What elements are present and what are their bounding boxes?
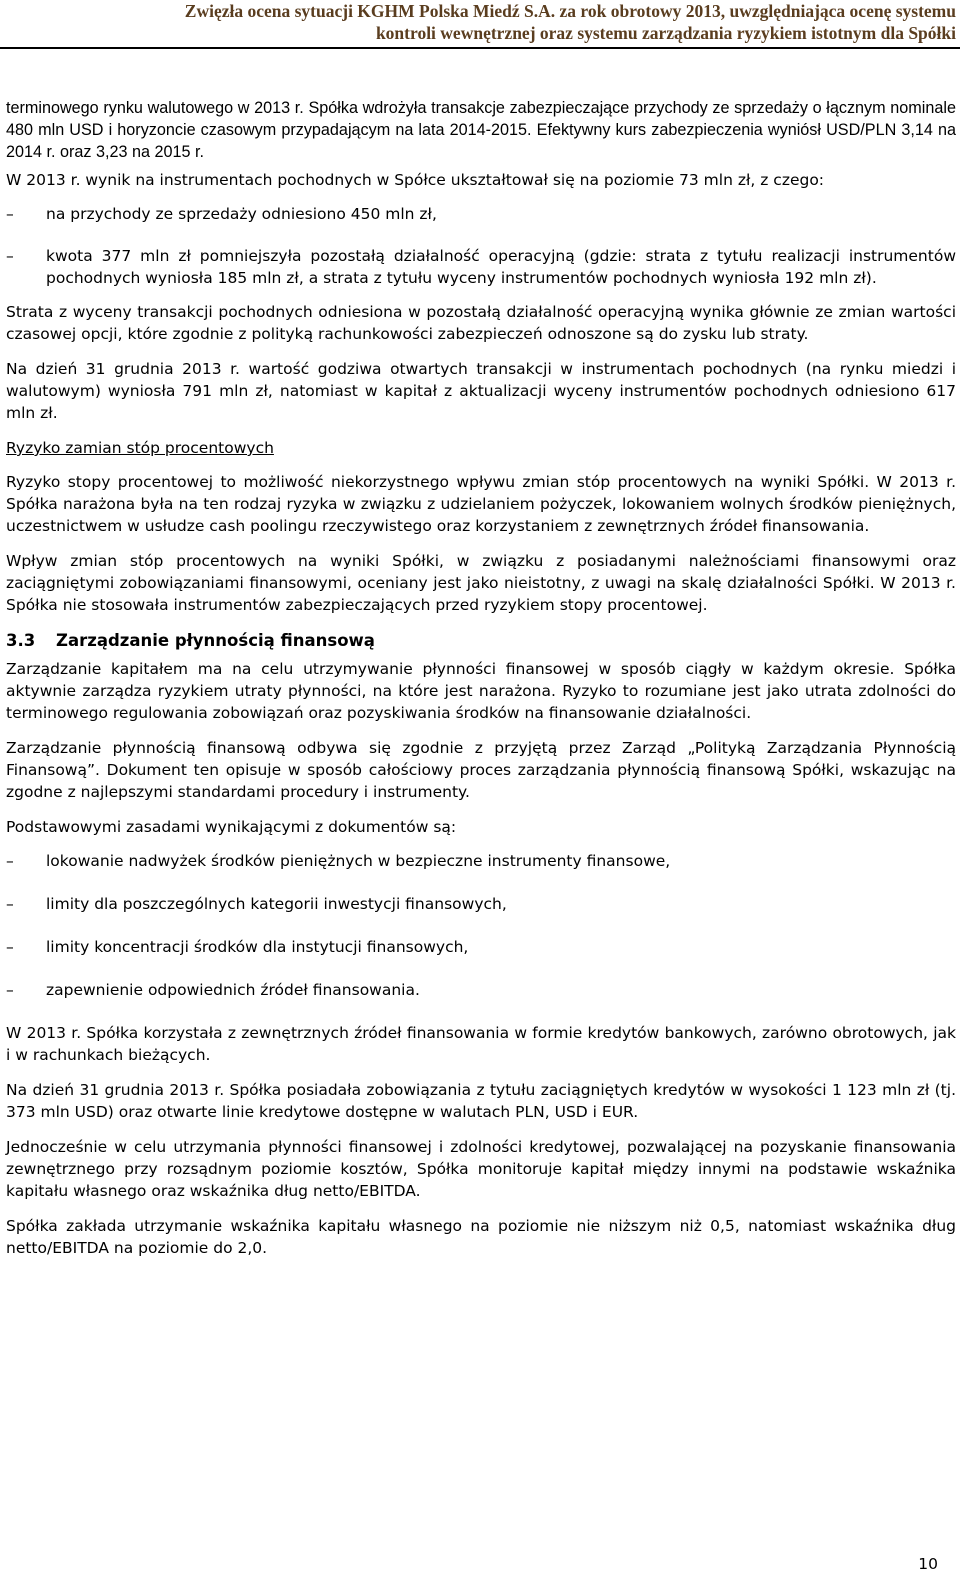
list-item xyxy=(6,936,956,958)
paragraph-ratio-targets: Spółka zakłada utrzymanie wskaźnika kapitału własnego na poziomie nie niższym niż 0,5, natomiast wskaźnika dług netto/EBITDA na poziomie do 2,0. xyxy=(6,1217,956,1257)
paragraph-capital-monitoring: Jednocześnie w celu utrzymania płynności finansowej i zdolności kredytowej, pozwalającej na pozyskanie finansowania zewnętrznego przy rozsądnym poziomie kosztów, Spółka monitoruje kapitał między innymi na podstawie wskaźnika kapitału własnego oraz wskaźnika dług netto/EBITDA. xyxy=(6,1138,956,1200)
principles-list xyxy=(6,850,956,1001)
paragraph-credit-liabilities: Na dzień 31 grudnia 2013 r. Spółka posiadała zobowiązania z tytułu zaciągniętych kredytów w wysokości 1 123 mln zł (tj. 373 mln USD) oraz otwarte linie kredytowe dostępne w walutach PLN, USD i EUR. xyxy=(6,1081,956,1121)
list-item xyxy=(6,979,956,1001)
list-item-text: limity koncentracji środków dla instytucji finansowych, xyxy=(46,938,469,956)
dash-bullet: – xyxy=(6,205,14,223)
list-item-text: limity dla poszczególnych kategorii inwestycji finansowych, xyxy=(46,895,507,913)
list-item xyxy=(6,245,956,289)
paragraph-liquidity-policy: Zarządzanie płynnością finansową odbywa się zgodnie z przyjętą przez Zarząd „Polityką Zarządzania Płynnością Finansową”. Dokument ten opisuje w sposób całościowy proces zarządzania płynnością finansową Spółki, wskazując na zgodne z najlepszymi standardami procedury i instrumenty. xyxy=(6,739,956,801)
section-title: Zarządzanie płynnością finansową xyxy=(56,631,375,650)
header-line-1: Zwięzła ocena sytuacji KGHM Polska Miedź S.A. za rok obrotowy 2013, uwzględniająca ocenę systemu xyxy=(184,1,956,21)
paragraph-interest-rate-risk: Ryzyko stopy procentowej to możliwość niekorzystnego wpływu zmian stóp procentowych na wyniki Spółki. W 2013 r. Spółka narażona była na ten rodzaj ryzyka w związku z udzielaniem pożyczek, lokowaniem wolnych środków pieniężnych, uczestnictwem w usłudze cash poolingu rzeczywistego oraz korzystaniem z zewnętrznych źródeł finansowania. xyxy=(6,473,956,535)
section-heading xyxy=(6,630,956,652)
list-item-text: na przychody ze sprzedaży odniesiono 450 mln zł, xyxy=(46,205,437,223)
derivatives-breakdown-list xyxy=(6,203,956,289)
list-item-text: zapewnienie odpowiednich źródeł finansowania. xyxy=(46,981,420,999)
header-line-2: kontroli wewnętrznej oraz systemu zarządzania ryzykiem istotnym dla Spółki xyxy=(375,23,956,43)
paragraph-interest-rate-impact: Wpływ zmian stóp procentowych na wyniki Spółki, w związku z posiadanymi należnościami finansowymi oraz zaciągniętymi zobowiązaniami finansowymi, oceniany jest jako nieistotny, z uwagi na skalę działalności Spółki. W 2013 r. Spółka nie stosowała instrumentów zabezpieczających przed ryzykiem stopy procentowej. xyxy=(6,552,956,614)
paragraph-capital-management: Zarządzanie kapitałem ma na celu utrzymywanie płynności finansowej w sposób ciągły w każdym okresie. Spółka aktywnie zarządza ryzykiem utraty płynności, na które jest narażona. Ryzyko to rozumiane jest jako utrata zdolności do terminowego regulowania zobowiązań oraz pozyskiwania środków na finansowanie działalności. xyxy=(6,660,956,722)
document-body xyxy=(6,97,956,1272)
page-header xyxy=(0,0,960,46)
header-divider xyxy=(0,47,960,49)
dash-bullet: – xyxy=(6,981,14,999)
paragraph-derivatives-result: W 2013 r. wynik na instrumentach pochodnych w Spółce ukształtował się na poziomie 73 mln zł, z czego: xyxy=(6,171,825,189)
dash-bullet: – xyxy=(6,938,14,956)
list-item-text: kwota 377 mln zł pomniejszyła pozostałą działalność operacyjną (gdzie: strata z tytułu realizacji instrumentów pochodnych wyniosła 185 mln zł, a strata z tytułu wyceny instrumentów pochodnych wyniosła 192 mln zł). xyxy=(46,247,956,287)
list-item xyxy=(6,850,956,872)
interest-rate-risk-heading: Ryzyko zamian stóp procentowych xyxy=(6,439,274,457)
section-number: 3.3 xyxy=(6,631,36,650)
dash-bullet: – xyxy=(6,895,14,913)
list-item-text: lokowanie nadwyżek środków pieniężnych w bezpieczne instrumenty finansowe, xyxy=(46,852,671,870)
dash-bullet: – xyxy=(6,247,14,265)
paragraph-external-financing: W 2013 r. Spółka korzystała z zewnętrznych źródeł finansowania w formie kredytów bankowych, zarówno obrotowych, jak i w rachunkach bieżących. xyxy=(6,1024,956,1064)
paragraph-principles-intro: Podstawowymi zasadami wynikającymi z dokumentów są: xyxy=(6,818,457,836)
list-item xyxy=(6,203,956,225)
dash-bullet: – xyxy=(6,852,14,870)
paragraph-valuation-loss: Strata z wyceny transakcji pochodnych odniesiona w pozostałą działalność operacyjną wynika głównie ze zmian wartości czasowej opcji, które zgodnie z polityką rachunkowości zabezpieczeń odnoszone są do zysku lub straty. xyxy=(6,303,956,343)
list-item xyxy=(6,893,956,915)
page-number: 10 xyxy=(918,1555,938,1573)
paragraph-fx-hedging: terminowego rynku walutowego w 2013 r. Spółka wdrożyła transakcje zabezpieczające przychody ze sprzedaży o łącznym nominale 480 mln USD i horyzoncie czasowym przypadającym na lata 2014-2015. Efektywny kurs zabezpieczenia wyniósł USD/PLN 3,14 na 2014 r. oraz 3,23 na 2015 r. xyxy=(6,99,956,161)
paragraph-fair-value: Na dzień 31 grudnia 2013 r. wartość godziwa otwartych transakcji w instrumentach pochodnych (na rynku miedzi i walutowym) wyniosła 791 mln zł, natomiast w kapitał z aktualizacji wyceny instrumentów pochodnych odniesiono 617 mln zł. xyxy=(6,360,956,422)
